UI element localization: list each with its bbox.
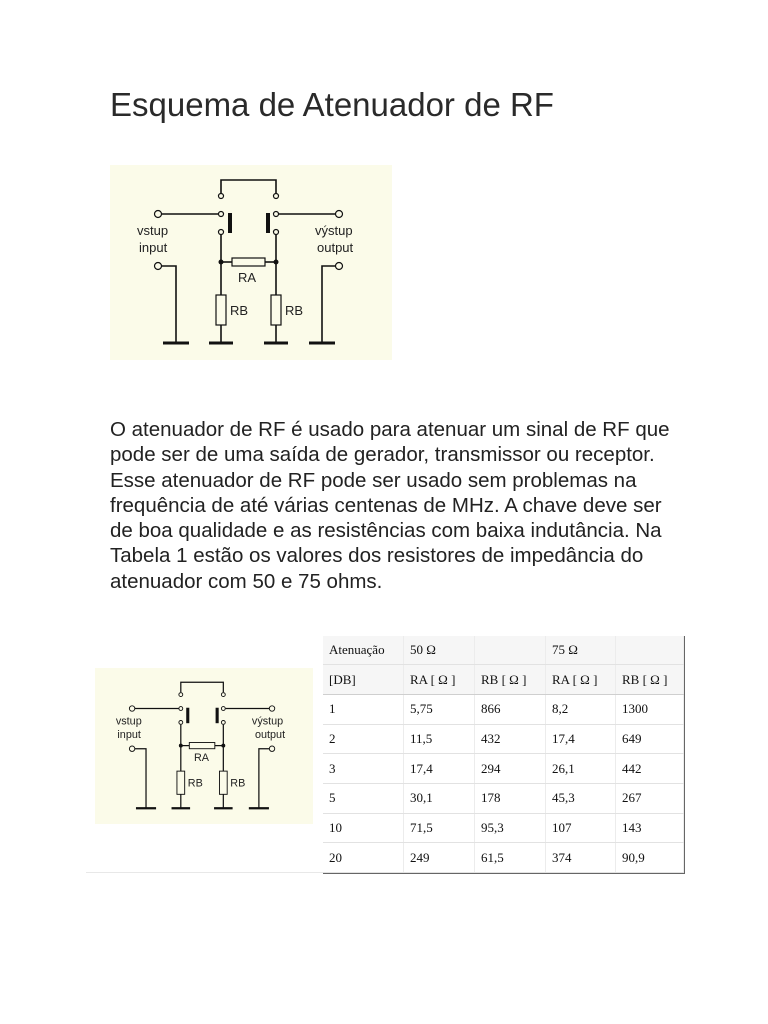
table-header-cell: RA [ Ω ] [404, 665, 475, 695]
table-cell: 5,75 [404, 694, 475, 724]
table-row [323, 694, 684, 724]
schematic-svg-small [95, 668, 313, 824]
table-cell: 17,4 [404, 754, 475, 784]
table-cell: 442 [616, 754, 684, 784]
svg-text:RB: RB [187, 777, 203, 790]
table-cell: 267 [616, 783, 684, 813]
svg-text:výstup: výstup [315, 223, 353, 238]
description-paragraph: O atenuador de RF é usado para atenuar um sinal de RF que pode ser de uma saída de gerador, transmissor ou receptor. Esse atenuador de RF pode ser usado sem problemas na frequência de até várias centenas de MHz. A chave deve ser de boa qualidade e as resistências com baixa indutância. Na Tabela 1 estão os valores dos resistores de impedância do atenuador com 50 e 75 ohms. [110, 418, 670, 593]
table-header-cell: 75 Ω [546, 636, 616, 665]
table-cell: 5 [323, 783, 404, 813]
table-header-cell [475, 636, 546, 665]
table-cell: 178 [475, 783, 546, 813]
resistor-rb-left [216, 295, 226, 325]
svg-text:input: input [139, 240, 168, 255]
svg-text:vstup: vstup [115, 715, 142, 728]
table-cell: 2 [323, 724, 404, 754]
table-cell: 95,3 [475, 813, 546, 843]
table-cell: 11,5 [404, 724, 475, 754]
svg-text:output: output [317, 240, 354, 255]
table-cell: 30,1 [404, 783, 475, 813]
table-cell: 432 [475, 724, 546, 754]
table-row [323, 724, 684, 754]
svg-text:RA: RA [238, 270, 257, 285]
page-title: Esquema de Atenuador de RF [110, 86, 554, 123]
table-cell: 3 [323, 754, 404, 784]
table-header-cell: RB [ Ω ] [475, 665, 546, 695]
svg-text:výstup: výstup [251, 715, 284, 728]
attenuator-schematic-small [95, 668, 313, 824]
table-cell: 649 [616, 724, 684, 754]
svg-text:RB: RB [285, 303, 304, 318]
table-row [323, 843, 684, 873]
table-cell: 26,1 [546, 754, 616, 784]
table-cell: 1 [323, 694, 404, 724]
table-cell: 20 [323, 843, 404, 873]
table-header-cell: RB [ Ω ] [616, 665, 684, 695]
table-cell: 90,9 [616, 843, 684, 873]
svg-text:input: input [117, 728, 141, 741]
table-cell: 71,5 [404, 813, 475, 843]
resistor-ra [232, 258, 265, 266]
table-cell: 45,3 [546, 783, 616, 813]
table-cell: 374 [546, 843, 616, 873]
table-row [323, 783, 684, 813]
table-cell: 866 [475, 694, 546, 724]
table-cell: 249 [404, 843, 475, 873]
table-header-cell: 50 Ω [404, 636, 475, 665]
table-header-row [323, 665, 684, 695]
table-cell: 17,4 [546, 724, 616, 754]
table-cell: 107 [546, 813, 616, 843]
table-cell: 143 [616, 813, 684, 843]
table-cell: 294 [475, 754, 546, 784]
resistor-rb-right [271, 295, 281, 325]
svg-text:output: output [255, 728, 286, 741]
table-header-cell: RA [ Ω ] [546, 665, 616, 695]
table-cell: 8,2 [546, 694, 616, 724]
table-row [323, 754, 684, 784]
divider-line [86, 872, 323, 873]
resistor-values-table [323, 636, 685, 874]
table-row [323, 813, 684, 843]
svg-text:RB: RB [230, 777, 246, 790]
table-cell: 1300 [616, 694, 684, 724]
table-cell: 61,5 [475, 843, 546, 873]
table-header-cell: Atenuação [323, 636, 404, 665]
table-header-cell: [DB] [323, 665, 404, 695]
attenuator-schematic [110, 165, 392, 360]
svg-text:vstup: vstup [137, 223, 169, 238]
schematic-svg [110, 165, 392, 360]
table-header-row [323, 636, 684, 665]
table-cell: 10 [323, 813, 404, 843]
values-table [323, 636, 684, 873]
table-header-cell [616, 636, 684, 665]
svg-text:RA: RA [193, 752, 209, 765]
svg-text:RB: RB [230, 303, 249, 318]
